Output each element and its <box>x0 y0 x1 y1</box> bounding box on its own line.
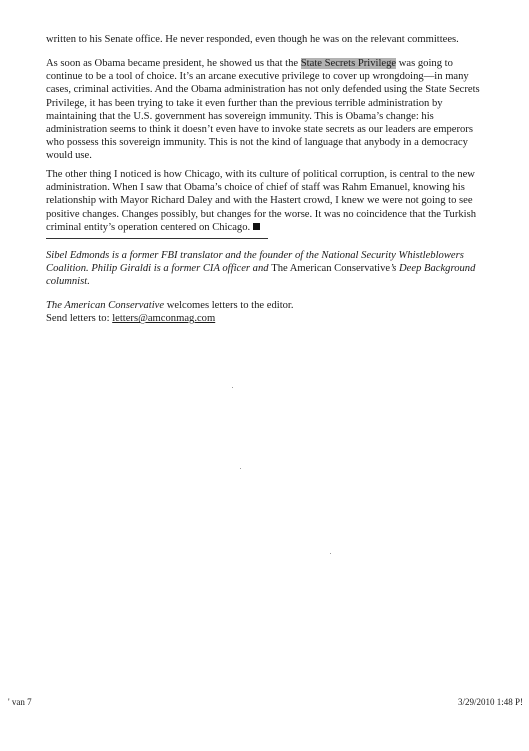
letters-publication: The American Conservative <box>46 300 165 311</box>
paragraph-3-text: The other thing I noticed is how Chicago, with its culture of political corruption, is central to the new administration. When I saw that Obama’s choice of chief of staff was Rahm Emanuel, knowing his relationship with Mayor Richard Daley and with the Hastert crowd, I knew we were not going to see positive changes. Changes possibly, but changes for the worse. It was no coincidence that the Turkish criminal entity’s operation centered on Chicago. <box>46 169 477 233</box>
paragraph-2-rest: was going to continue to be a tool of choice. It’s an arcane executive privilege to cover up wrongdoing—in many cases, criminal activities. And the Obama administration has not only defended using the State Secrets Privilege, it has been trying to take it even further than the previous terrible administration by maintaining that the U.S. government has sovereign immunity. This is Obama’s change: his administration seems to think it doesn’t even have to invoke state secrets as our leaders are emperors who possess this sovereign immunity. This is not the kind of language that anybody in a democracy would use. <box>46 58 480 162</box>
highlighted-phrase: State Secrets Privilege <box>300 58 397 69</box>
bio-text-1: Sibel Edmonds is a former FBI translator and the founder of the National Security Whistleblowers Coalition. Philip Giraldi is a former CIA officer and <box>46 250 464 275</box>
bio-publication: The American Conservative <box>271 263 391 275</box>
letters-email-link[interactable]: letters@amconmag.com <box>112 313 216 325</box>
paragraph-3 <box>46 168 482 234</box>
bio-text-2: ’s Deep Background columnist. <box>46 263 476 288</box>
footer-page-number: ' van 7 <box>8 697 32 707</box>
footer-timestamp: 3/29/2010 1:48 P! <box>457 697 523 707</box>
paragraph-2 <box>46 57 482 163</box>
letters-welcome: welcomes letters to the editor. <box>164 300 294 311</box>
divider-rule <box>46 238 268 239</box>
paragraph-2-start: As soon as Obama became president, he showed us that the <box>46 58 301 69</box>
author-bio <box>46 249 482 289</box>
paragraph-1: written to his Senate office. He never responded, even though he was on the relevant committees. <box>46 34 459 45</box>
scan-speck <box>330 553 331 554</box>
letters-send-label: Send letters to: <box>46 313 113 325</box>
scan-speck <box>240 468 241 469</box>
letters-note <box>46 299 482 325</box>
end-mark-icon <box>253 223 260 230</box>
scan-speck <box>232 387 233 388</box>
